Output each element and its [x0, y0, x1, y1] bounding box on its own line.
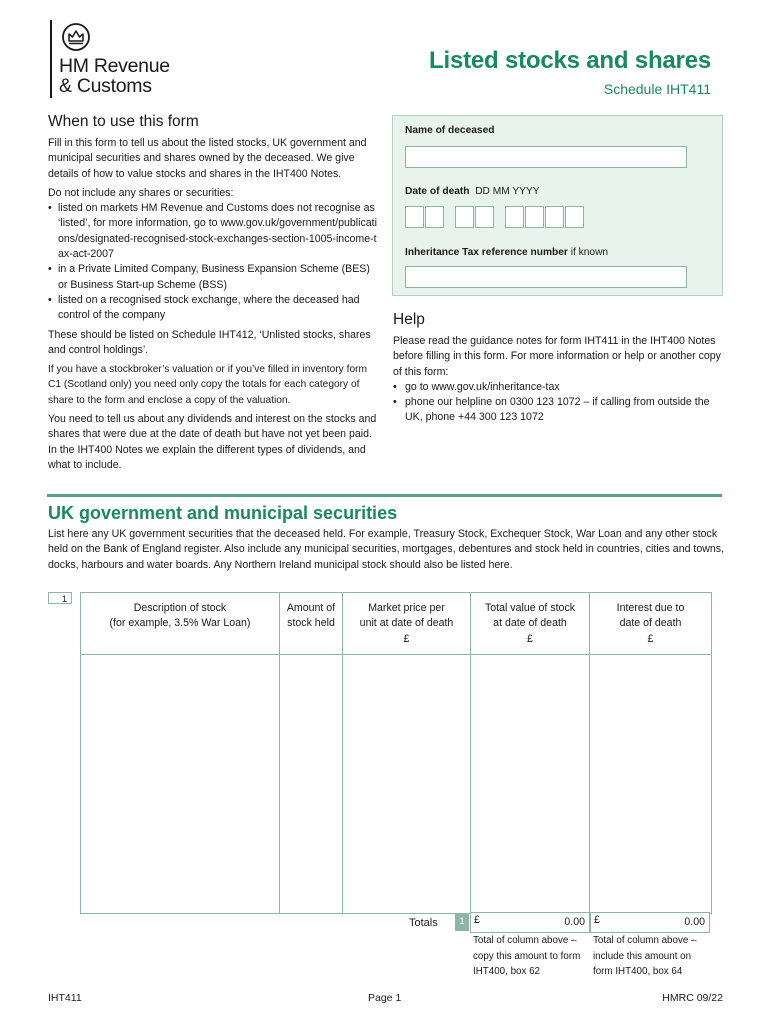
currency-symbol: £ [594, 914, 600, 926]
dod-month-digit-2[interactable] [475, 206, 494, 228]
date-of-death-label: Date of death DD MM YYYY [405, 186, 540, 197]
securities-table [80, 592, 712, 914]
total-interest-note: Total of column above – include this amount on form IHT400, box 64 [593, 935, 697, 977]
total-interest-amount: 0.00 [684, 916, 705, 928]
dod-year-digit-2[interactable] [525, 206, 544, 228]
iht-reference-input[interactable] [405, 266, 687, 288]
intro-paragraph: These should be listed on Schedule IHT412, ‘Unlisted stocks, shares and control holdings’. [48, 328, 371, 356]
totals-box-number: 1 [455, 913, 469, 931]
totals-label: Totals [409, 917, 438, 929]
intro-paragraph: You need to tell us about any dividends and interest on the stocks and shares that were due at the date of death but have not yet been paid. In the IHT400 Notes we explain the different types of dividends, and what to include. [48, 413, 377, 471]
total-value-amount: 0.00 [564, 916, 585, 928]
dod-year-digit-3[interactable] [545, 206, 564, 228]
interest-due-column[interactable] [590, 593, 711, 913]
dod-day-digit-2[interactable] [425, 206, 444, 228]
name-of-deceased-label: Name of deceased [405, 125, 495, 136]
when-to-use-heading: When to use this form [48, 113, 199, 130]
uk-securities-heading: UK government and municipal securities [48, 503, 398, 523]
hmrc-logo-text [59, 56, 170, 96]
intro-text [48, 136, 378, 477]
market-price-column[interactable] [343, 593, 471, 913]
footer-form-code: IHT411 [48, 992, 82, 1004]
crown-crest-icon [60, 22, 92, 52]
section-divider [47, 494, 722, 497]
footer-page-number: Page 1 [368, 992, 402, 1004]
column-header: Description of stock (for example, 3.5% War Loan) [109, 602, 251, 630]
list-item: • go to www.gov.uk/inheritance-tax [393, 380, 723, 395]
intro-paragraph: Do not include any shares or securities: [48, 186, 234, 199]
dod-year-digit-4[interactable] [565, 206, 584, 228]
list-item: • listed on markets HM Revenue and Customs does not recognise as ‘listed’, for more information, go to www.gov.uk/government/publications/designated-recognised-stock-exchanges-section-1005-income-tax-act-2007 [48, 201, 378, 262]
dod-month-digit-1[interactable] [455, 206, 474, 228]
exclusions-list [48, 201, 378, 323]
intro-paragraph: Fill in this form to tell us about the listed stocks, UK government and municipal securities and shares owned by the deceased. We give details of how to value stocks and shares in the IHT400 Notes. [48, 137, 367, 180]
currency-symbol: £ [474, 914, 480, 926]
amount-held-column[interactable] [280, 593, 343, 913]
logo-line-1: HM Revenue [59, 55, 170, 77]
help-list [393, 380, 723, 426]
intro-paragraph: If you have a stockbroker’s valuation or if you’ve filled in inventory form C1 (Scotland only) you need only copy the totals for each category of share to the form and enclose a copy of the valuation. [48, 364, 367, 406]
column-header: Interest due to date of death £ [616, 602, 685, 645]
dod-year-digit-1[interactable] [505, 206, 524, 228]
logo-line-2: & Customs [59, 75, 152, 97]
header-separator [81, 654, 711, 655]
deceased-details-panel [392, 115, 723, 296]
help-text [393, 334, 723, 426]
column-header: Market price per unit at date of death £ [359, 602, 454, 645]
total-value-note: Total of column above – copy this amount to form IHT400, box 62 [473, 935, 581, 977]
total-value-column[interactable] [471, 593, 590, 913]
date-format-hint: DD MM YYYY [475, 186, 540, 197]
column-header: Total value of stock at date of death £ [484, 602, 576, 645]
form-title: Listed stocks and shares [429, 47, 711, 74]
iht-reference-label: Inheritance Tax reference number if known [405, 247, 609, 258]
help-heading: Help [393, 311, 425, 328]
question-number-badge: 1 [48, 592, 72, 604]
description-column[interactable] [81, 593, 280, 913]
schedule-label: Schedule IHT411 [603, 81, 711, 97]
list-item: • phone our helpline on 0300 123 1072 – if calling from outside the UK, phone +44 300 123 1072 [393, 395, 723, 426]
uk-securities-description: List here any UK government securities that the deceased held. For example, Treasury Stock, Exchequer Stock, War Loan and any other stock held on the Bank of England register. Also include any municipal securities, mortgages, debentures and stock held in countries, cities and towns, docks, harbours and water boards. Any Northern Ireland municipal stock should also be listed here. [48, 528, 725, 571]
help-paragraph: Please read the guidance notes for form IHT411 in the IHT400 Notes before filling in this form. For more information or help or another copy of this form: [393, 335, 721, 378]
name-of-deceased-input[interactable] [405, 146, 687, 168]
dod-day-digit-1[interactable] [405, 206, 424, 228]
total-interest-field[interactable] [590, 912, 710, 933]
list-item: • listed on a recognised stock exchange, where the deceased had control of the company [48, 293, 378, 324]
footer-version: HMRC 09/22 [662, 992, 723, 1004]
logo-divider [50, 20, 52, 98]
list-item: • in a Private Limited Company, Business Expansion Scheme (BES) or Business Start-up Scheme (BSS) [48, 262, 378, 293]
total-value-field[interactable] [470, 912, 590, 933]
column-header: Amount of stock held [286, 602, 336, 630]
